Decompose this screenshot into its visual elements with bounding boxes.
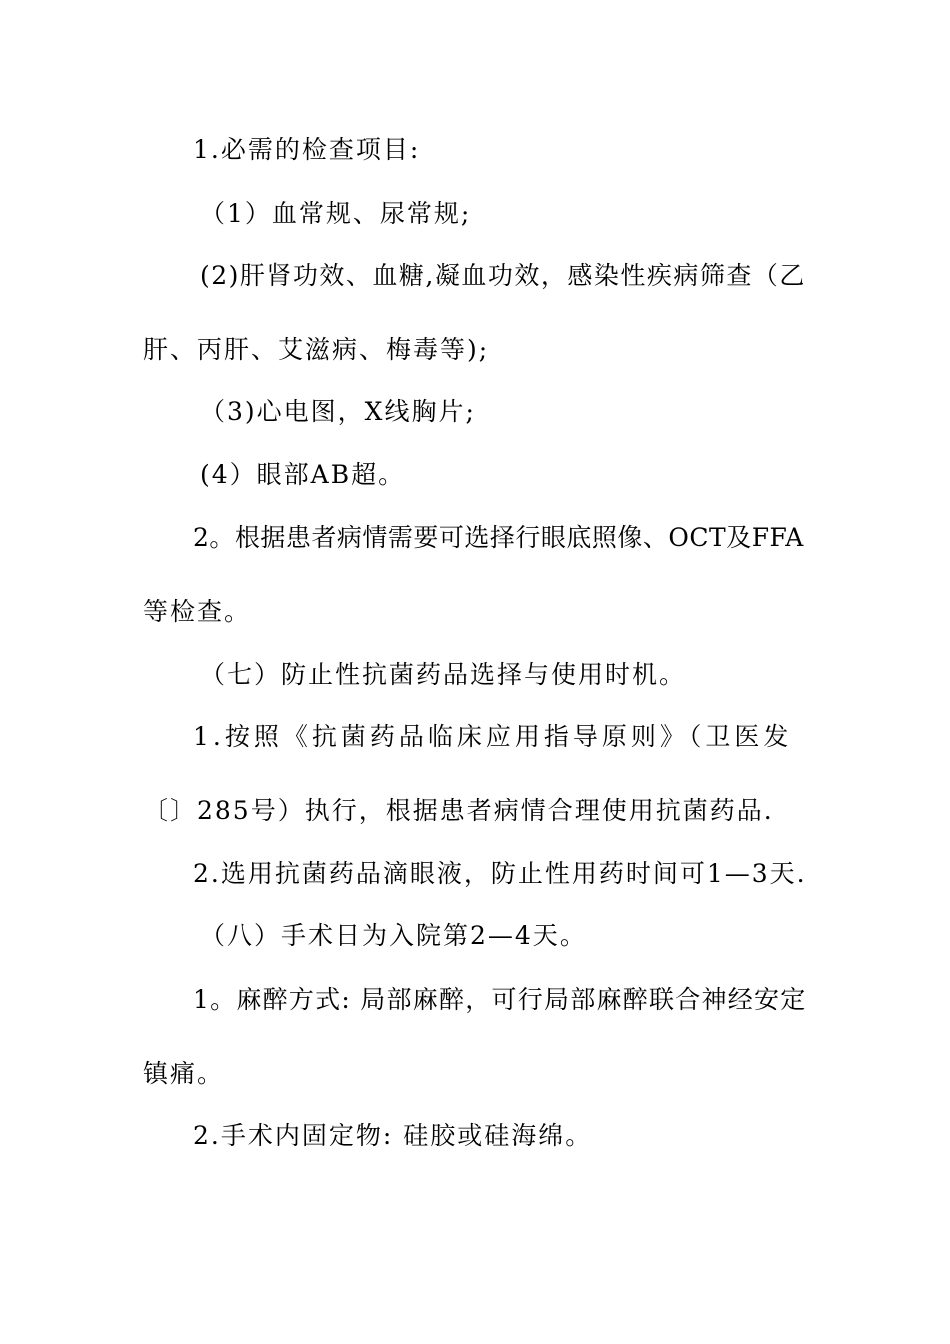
text-line-15: 镇痛。 — [143, 1059, 225, 1088]
text-line-14: 1。麻醉方式: 局部麻醉，可行局部麻醉联合神经安定 — [193, 985, 807, 1014]
text-line-6: (4）眼部AB超。 — [200, 460, 406, 489]
text-line-7: 2。根据患者病情需要可选择行眼底照像、OCT及FFA — [193, 523, 804, 552]
text-line-5: （3)心电图，X线胸片; — [200, 397, 476, 426]
text-line-8: 等检查。 — [143, 597, 252, 626]
text-line-2: （1）血常规、尿常规; — [200, 199, 472, 228]
text-line-9: （七）防止性抗菌药品选择与使用时机。 — [200, 660, 687, 689]
text-line-12: 2.选用抗菌药品滴眼液，防止性用药时间可1—3天. — [193, 859, 807, 888]
text-line-3: (2)肝肾功效、血糖,凝血功效，感染性疾病筛查（乙 — [200, 261, 806, 290]
text-line-4: 肝、丙肝、艾滋病、梅毒等); — [143, 335, 490, 364]
text-line-1: 1.必需的检查项目: — [193, 135, 421, 164]
text-line-16: 2.手术内固定物: 硅胶或硅海绵。 — [193, 1121, 593, 1150]
text-line-13: （八）手术日为入院第2—4天。 — [200, 921, 587, 950]
text-line-10: 1.按照《抗菌药品临床应用指导原则》（卫医发 — [193, 722, 793, 751]
text-line-11: 〔〕285号）执行，根据患者病情合理使用抗菌药品. — [143, 796, 774, 825]
